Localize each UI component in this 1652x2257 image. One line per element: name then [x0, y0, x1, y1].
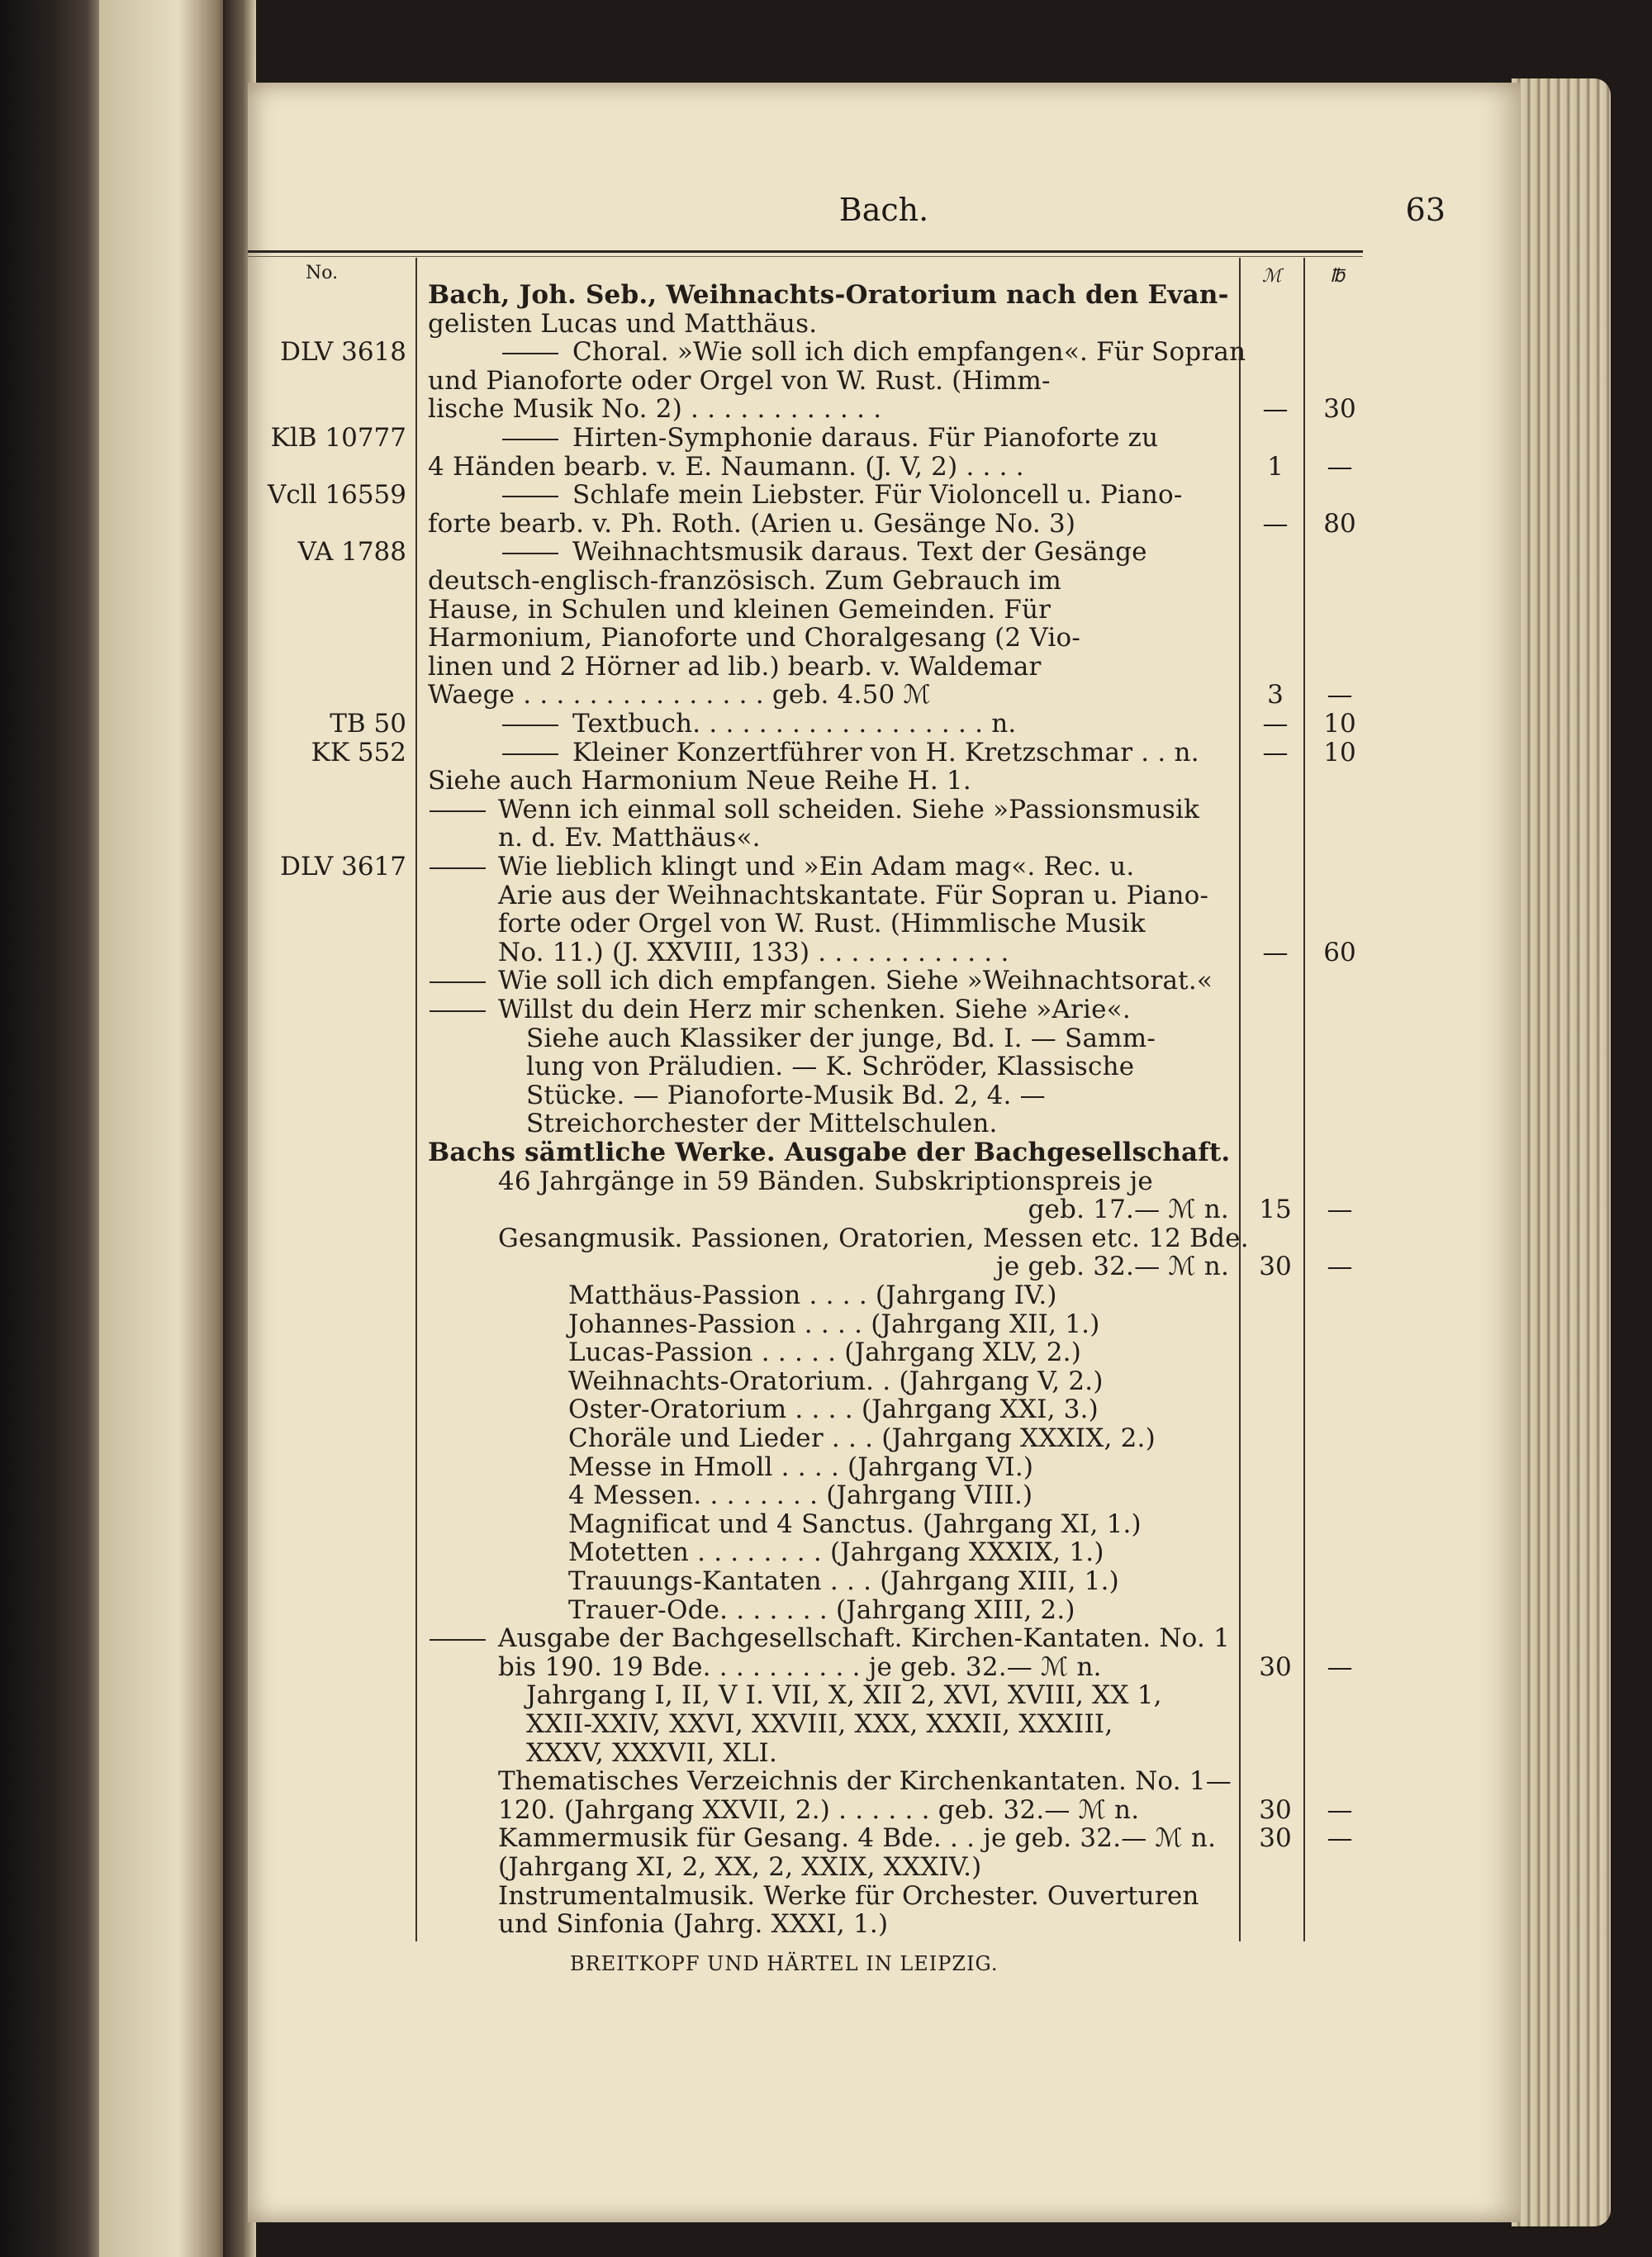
price-pfennig: 10: [1323, 737, 1356, 767]
entry-line: Harmonium, Pianoforte und Choralgesang (2 Vio-: [428, 623, 1081, 653]
entry-line: 4 Händen bearb. v. E. Naumann. (J. V, 2) . . . .: [428, 451, 1024, 482]
entry-line: 4 Messen. . . . . . . . (Jahrgang VIII.): [568, 1480, 1033, 1511]
entry-line: Hause, in Schulen und kleinen Gemeinden. Für: [428, 594, 1051, 625]
entry-line: Siehe auch Harmonium Neue Reihe H. 1.: [428, 766, 971, 796]
entry-line: Jahrgang I, II, V I. VII, X, XII 2, XVI, XVIII, XX 1,: [526, 1680, 1162, 1711]
entry-line: Kleiner Konzertführer von H. Kretzschmar . . n.: [572, 737, 1199, 767]
price-mark: 3: [1267, 680, 1284, 710]
ditto-dash: [430, 1010, 486, 1012]
price-pfennig: —: [1327, 680, 1353, 710]
entry-line: No. 11.) (J. XXVIII, 133) . . . . . . . . . . . .: [498, 937, 1009, 967]
entry-line: Wie lieblich klingt und »Ein Adam mag«. Rec. u.: [498, 852, 1135, 881]
entry-line: Streichorchester der Mittelschulen.: [526, 1109, 998, 1139]
price-mark: 30: [1259, 1252, 1292, 1282]
catalog-number: DLV 3617: [280, 852, 406, 881]
entry-line: Thematisches Verzeichnis der Kirchenkantaten. No. 1—: [498, 1766, 1232, 1797]
column-header-mark: ℳ: [1262, 266, 1282, 287]
entry-line: Lucas-Passion . . . . . (Jahrgang XLV, 2.): [568, 1338, 1081, 1368]
catalog-number: TB 50: [330, 709, 406, 739]
ditto-dash: [502, 353, 558, 354]
price-pfennig: —: [1327, 1794, 1353, 1825]
entry-line: forte bearb. v. Ph. Roth. (Arien u. Gesänge No. 3): [428, 508, 1076, 539]
entry-line: XXII-XXIV, XXVI, XXVIII, XXX, XXXII, XXXIII,: [526, 1709, 1113, 1739]
entry-line: 120. (Jahrgang XXVII, 2.) . . . . . . geb. 32.— ℳ n.: [498, 1794, 1140, 1825]
ditto-dash: [502, 753, 558, 755]
entry-line: deutsch-englisch-französisch. Zum Gebrauch im: [428, 566, 1061, 596]
entry-line: bis 190. 19 Bde. . . . . . . . . . je geb. 32.— ℳ n.: [498, 1651, 1102, 1682]
entry-line: Messe in Hmoll . . . . (Jahrgang VI.): [568, 1452, 1034, 1482]
price-mark: —: [1262, 937, 1289, 967]
price-pfennig: —: [1327, 1823, 1353, 1854]
entry-line: Trauer-Ode. . . . . . . (Jahrgang XIII, 2.): [568, 1594, 1075, 1625]
ditto-dash: [430, 981, 486, 983]
entry-line: Motetten . . . . . . . . (Jahrgang XXXIX, 1.): [568, 1537, 1104, 1568]
entry-line: (Jahrgang XI, 2, XX, 2, XXIX, XXXIV.): [498, 1852, 982, 1882]
ditto-dash: [430, 867, 486, 869]
ditto-dash: [502, 439, 558, 440]
entry-line: Arie aus der Weihnachtskantate. Für Sopran u. Piano-: [498, 880, 1209, 910]
entry-line: Choräle und Lieder . . . (Jahrgang XXXIX, 2.): [568, 1423, 1156, 1453]
price-mark: 30: [1259, 1794, 1292, 1825]
entry-line: n. d. Ev. Matthäus«.: [498, 823, 761, 853]
catalog-number: KlB 10777: [270, 423, 406, 453]
price-pfennig: —: [1327, 1195, 1353, 1225]
entry-line: Matthäus-Passion . . . . (Jahrgang IV.): [568, 1281, 1057, 1310]
entry-line: Kammermusik für Gesang. 4 Bde. . . je geb. 32.— ℳ n.: [498, 1823, 1217, 1854]
entry-line: Gesangmusik. Passionen, Oratorien, Messen etc. 12 Bde.: [498, 1223, 1249, 1253]
entry-line: Hirten-Symphonie daraus. Für Pianoforte zu: [572, 423, 1159, 453]
entry-line: linen und 2 Hörner ad lib.) bearb. v. Waldemar: [428, 651, 1042, 682]
catalog-number: DLV 3618: [280, 337, 406, 368]
entry-line: Waege . . . . . . . . . . . . . . . geb. 4.50 ℳ: [428, 680, 931, 710]
entry-line: Willst du dein Herz mir schenken. Siehe »Arie«.: [498, 995, 1131, 1024]
entry-line: Johannes-Passion . . . . (Jahrgang XII, 1.): [568, 1309, 1100, 1339]
entry-line: Wie soll ich dich empfangen. Siehe »Weihnachtsorat.«: [498, 966, 1213, 996]
ditto-dash: [430, 810, 486, 812]
entry-line: lung von Präludien. — K. Schröder, Klassische: [526, 1052, 1135, 1082]
page-number: 63: [1405, 192, 1446, 228]
entry-line: XXXV, XXXVII, XLI.: [526, 1737, 778, 1768]
ditto-dash: [502, 496, 558, 497]
entry-line: 46 Jahrgänge in 59 Bänden. Subskriptionspreis je: [498, 1166, 1153, 1196]
entry-line: und Sinfonia (Jahrg. XXXI, 1.): [498, 1909, 889, 1940]
entry-line: Textbuch. . . . . . . . . . . . . . . . . . n.: [572, 709, 1017, 739]
price-mark: —: [1262, 508, 1289, 539]
entry-line: Instrumentalmusik. Werke für Orchester. Ouverturen: [498, 1880, 1199, 1911]
entry-line: Magnificat und 4 Sanctus. (Jahrgang XI, 1.): [568, 1509, 1142, 1539]
price-mark: —: [1262, 394, 1289, 425]
price-mark: —: [1262, 709, 1289, 739]
entry-line: Bach, Joh. Seb., Weihnachts-Oratorium nach den Evan-: [428, 280, 1229, 310]
ditto-dash: [502, 725, 558, 726]
catalog-number: KK 552: [311, 737, 406, 767]
entry-line: Stücke. — Pianoforte-Musik Bd. 2, 4. —: [526, 1080, 1046, 1110]
entry-line: Wenn ich einmal soll scheiden. Siehe »Passionsmusik: [498, 794, 1200, 824]
entry-line: und Pianoforte oder Orgel von W. Rust. (Himm-: [428, 365, 1051, 396]
price-pfennig: 60: [1323, 937, 1356, 967]
column-header-pf: ℔: [1330, 266, 1345, 287]
entry-line: Bachs sämtliche Werke. Ausgabe der Bachgesellschaft.: [428, 1138, 1231, 1167]
price-pfennig: 10: [1323, 709, 1356, 739]
price-pfennig: 30: [1323, 394, 1356, 425]
entry-line: forte oder Orgel von W. Rust. (Himmlische Musik: [498, 909, 1146, 939]
price-pfennig: 80: [1323, 508, 1356, 539]
ditto-dash: [502, 553, 558, 554]
price-pfennig: —: [1327, 451, 1353, 482]
column-header-no: No.: [306, 263, 339, 283]
price-pfennig: —: [1327, 1651, 1353, 1682]
entry-line: Weihnachtsmusik daraus. Text der Gesänge: [572, 537, 1147, 568]
entry-line: geb. 17.— ℳ n.: [1028, 1195, 1229, 1225]
price-mark: 30: [1259, 1823, 1292, 1854]
entry-line: Schlafe mein Liebster. Für Violoncell u. Piano-: [572, 480, 1183, 511]
entry-line: Choral. »Wie soll ich dich empfangen«. Für Sopran: [572, 337, 1246, 368]
entry-line: Ausgabe der Bachgesellschaft. Kirchen-Kantaten. No. 1: [498, 1623, 1231, 1654]
price-mark: 1: [1267, 451, 1284, 482]
entry-line: Oster-Oratorium . . . . (Jahrgang XXI, 3.): [568, 1395, 1099, 1425]
price-mark: 30: [1259, 1651, 1292, 1682]
page-title: Bach.: [838, 192, 929, 228]
entry-line: gelisten Lucas und Matthäus.: [428, 308, 818, 339]
price-mark: —: [1262, 737, 1289, 767]
entry-line: Weihnachts-Oratorium. . (Jahrgang V, 2.): [568, 1366, 1104, 1396]
entry-line: je geb. 32.— ℳ n.: [996, 1252, 1229, 1282]
entry-line: Siehe auch Klassiker der junge, Bd. I. — Samm-: [526, 1023, 1156, 1053]
ditto-dash: [430, 1639, 486, 1641]
catalog-number: Vcll 16559: [267, 480, 406, 511]
price-pfennig: —: [1327, 1252, 1353, 1282]
price-mark: 15: [1259, 1195, 1292, 1225]
catalog-number: VA 1788: [297, 537, 406, 568]
publisher-footer: BREITKOPF UND HÄRTEL IN LEIPZIG.: [570, 1952, 999, 1975]
entry-line: Trauungs-Kantaten . . . (Jahrgang XIII, 1.): [568, 1566, 1119, 1596]
entry-line: lische Musik No. 2) . . . . . . . . . . . .: [428, 394, 882, 425]
